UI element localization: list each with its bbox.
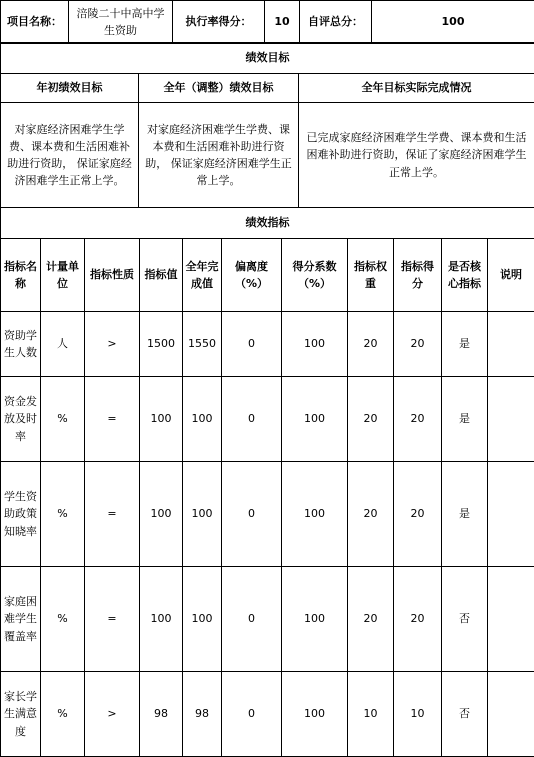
cell-score: 20 (394, 567, 442, 672)
cell-unit: % (41, 462, 85, 567)
col-remark: 说明 (488, 239, 534, 312)
cell-target-value: 100 (140, 567, 183, 672)
cell-remark (488, 377, 534, 462)
project-name-value: 涪陵二十中高中学生资助 (69, 1, 173, 44)
cell-deviation: 0 (222, 672, 282, 757)
table-row (1, 672, 534, 757)
cell-nature: = (85, 462, 140, 567)
cell-nature: = (85, 377, 140, 462)
cell-remark (488, 672, 534, 757)
table-row (1, 567, 534, 672)
cell-target-value: 1500 (140, 312, 183, 377)
cell-weight: 20 (348, 567, 394, 672)
col-target-value: 指标值 (140, 239, 183, 312)
table-row (1, 462, 534, 567)
col-deviation: 偏离度（%） (222, 239, 282, 312)
col-core: 是否核心指标 (442, 239, 488, 312)
cell-core: 是 (442, 312, 488, 377)
cell-weight: 20 (348, 377, 394, 462)
cell-nature: > (85, 672, 140, 757)
exec-score-value: 10 (265, 1, 300, 44)
cell-indicator-name: 资金发放及时率 (1, 377, 41, 462)
cell-actual-value: 98 (183, 672, 222, 757)
cell-unit: % (41, 377, 85, 462)
cell-score-coef: 100 (282, 312, 348, 377)
cell-weight: 10 (348, 672, 394, 757)
indicators-table (0, 238, 534, 757)
cell-target-value: 100 (140, 462, 183, 567)
cell-indicator-name: 家庭困难学生覆盖率 (1, 567, 41, 672)
cell-remark (488, 567, 534, 672)
cell-actual-value: 100 (183, 462, 222, 567)
cell-score-coef: 100 (282, 377, 348, 462)
cell-weight: 20 (348, 312, 394, 377)
cell-indicator-name: 家长学生满意度 (1, 672, 41, 757)
goals-section-title: 绩效目标 (1, 43, 534, 74)
cell-core: 否 (442, 672, 488, 757)
cell-target-value: 98 (140, 672, 183, 757)
cell-core: 否 (442, 567, 488, 672)
cell-score: 20 (394, 312, 442, 377)
col-score: 指标得分 (394, 239, 442, 312)
cell-unit: % (41, 672, 85, 757)
col-score-coef: 得分系数（%） (282, 239, 348, 312)
cell-score: 10 (394, 672, 442, 757)
col-unit: 计量单位 (41, 239, 85, 312)
cell-actual-value: 100 (183, 567, 222, 672)
exec-score-label: 执行率得分： (173, 1, 265, 44)
table-row (1, 377, 534, 462)
adjusted-goal-text: 对家庭经济困难学生学费、课本费和生活困难补助进行资助， 保证家庭经济困难学生正常上学。 (139, 103, 299, 208)
cell-unit: % (41, 567, 85, 672)
self-score-value: 100 (372, 1, 534, 44)
cell-score-coef: 100 (282, 462, 348, 567)
goals-table (0, 42, 534, 239)
cell-deviation: 0 (222, 567, 282, 672)
actual-completion-text: 已完成家庭经济困难学生学费、课本费和生活困难补助进行资助，保证了家庭经济困难学生正常上学。 (299, 103, 534, 208)
col-adjusted-goal: 全年（调整）绩效目标 (139, 74, 299, 103)
col-weight: 指标权重 (348, 239, 394, 312)
col-indicator-name: 指标名称 (1, 239, 41, 312)
col-initial-goal: 年初绩效目标 (1, 74, 139, 103)
cell-remark (488, 462, 534, 567)
cell-indicator-name: 学生资助政策知晓率 (1, 462, 41, 567)
indicators-header-row (1, 239, 534, 312)
cell-deviation: 0 (222, 462, 282, 567)
cell-core: 是 (442, 377, 488, 462)
cell-unit: 人 (41, 312, 85, 377)
cell-target-value: 100 (140, 377, 183, 462)
indicators-section-title: 绩效指标 (1, 208, 534, 239)
cell-core: 是 (442, 462, 488, 567)
cell-score-coef: 100 (282, 567, 348, 672)
cell-actual-value: 100 (183, 377, 222, 462)
cell-deviation: 0 (222, 377, 282, 462)
initial-goal-text: 对家庭经济困难学生学费、课本费和生活困难补助进行资助， 保证家庭经济困难学生正常上学。 (1, 103, 139, 208)
cell-actual-value: 1550 (183, 312, 222, 377)
project-name-label: 项目名称： (1, 1, 69, 44)
cell-indicator-name: 资助学生人数 (1, 312, 41, 377)
cell-nature: = (85, 567, 140, 672)
cell-nature: > (85, 312, 140, 377)
col-nature: 指标性质 (85, 239, 140, 312)
cell-score: 20 (394, 377, 442, 462)
col-actual-completion: 全年目标实际完成情况 (299, 74, 534, 103)
header-goals-table (0, 0, 534, 44)
self-score-label: 自评总分： (300, 1, 372, 44)
table-row (1, 312, 534, 377)
col-actual-value: 全年完成值 (183, 239, 222, 312)
cell-score-coef: 100 (282, 672, 348, 757)
cell-score: 20 (394, 462, 442, 567)
cell-deviation: 0 (222, 312, 282, 377)
cell-remark (488, 312, 534, 377)
cell-weight: 20 (348, 462, 394, 567)
